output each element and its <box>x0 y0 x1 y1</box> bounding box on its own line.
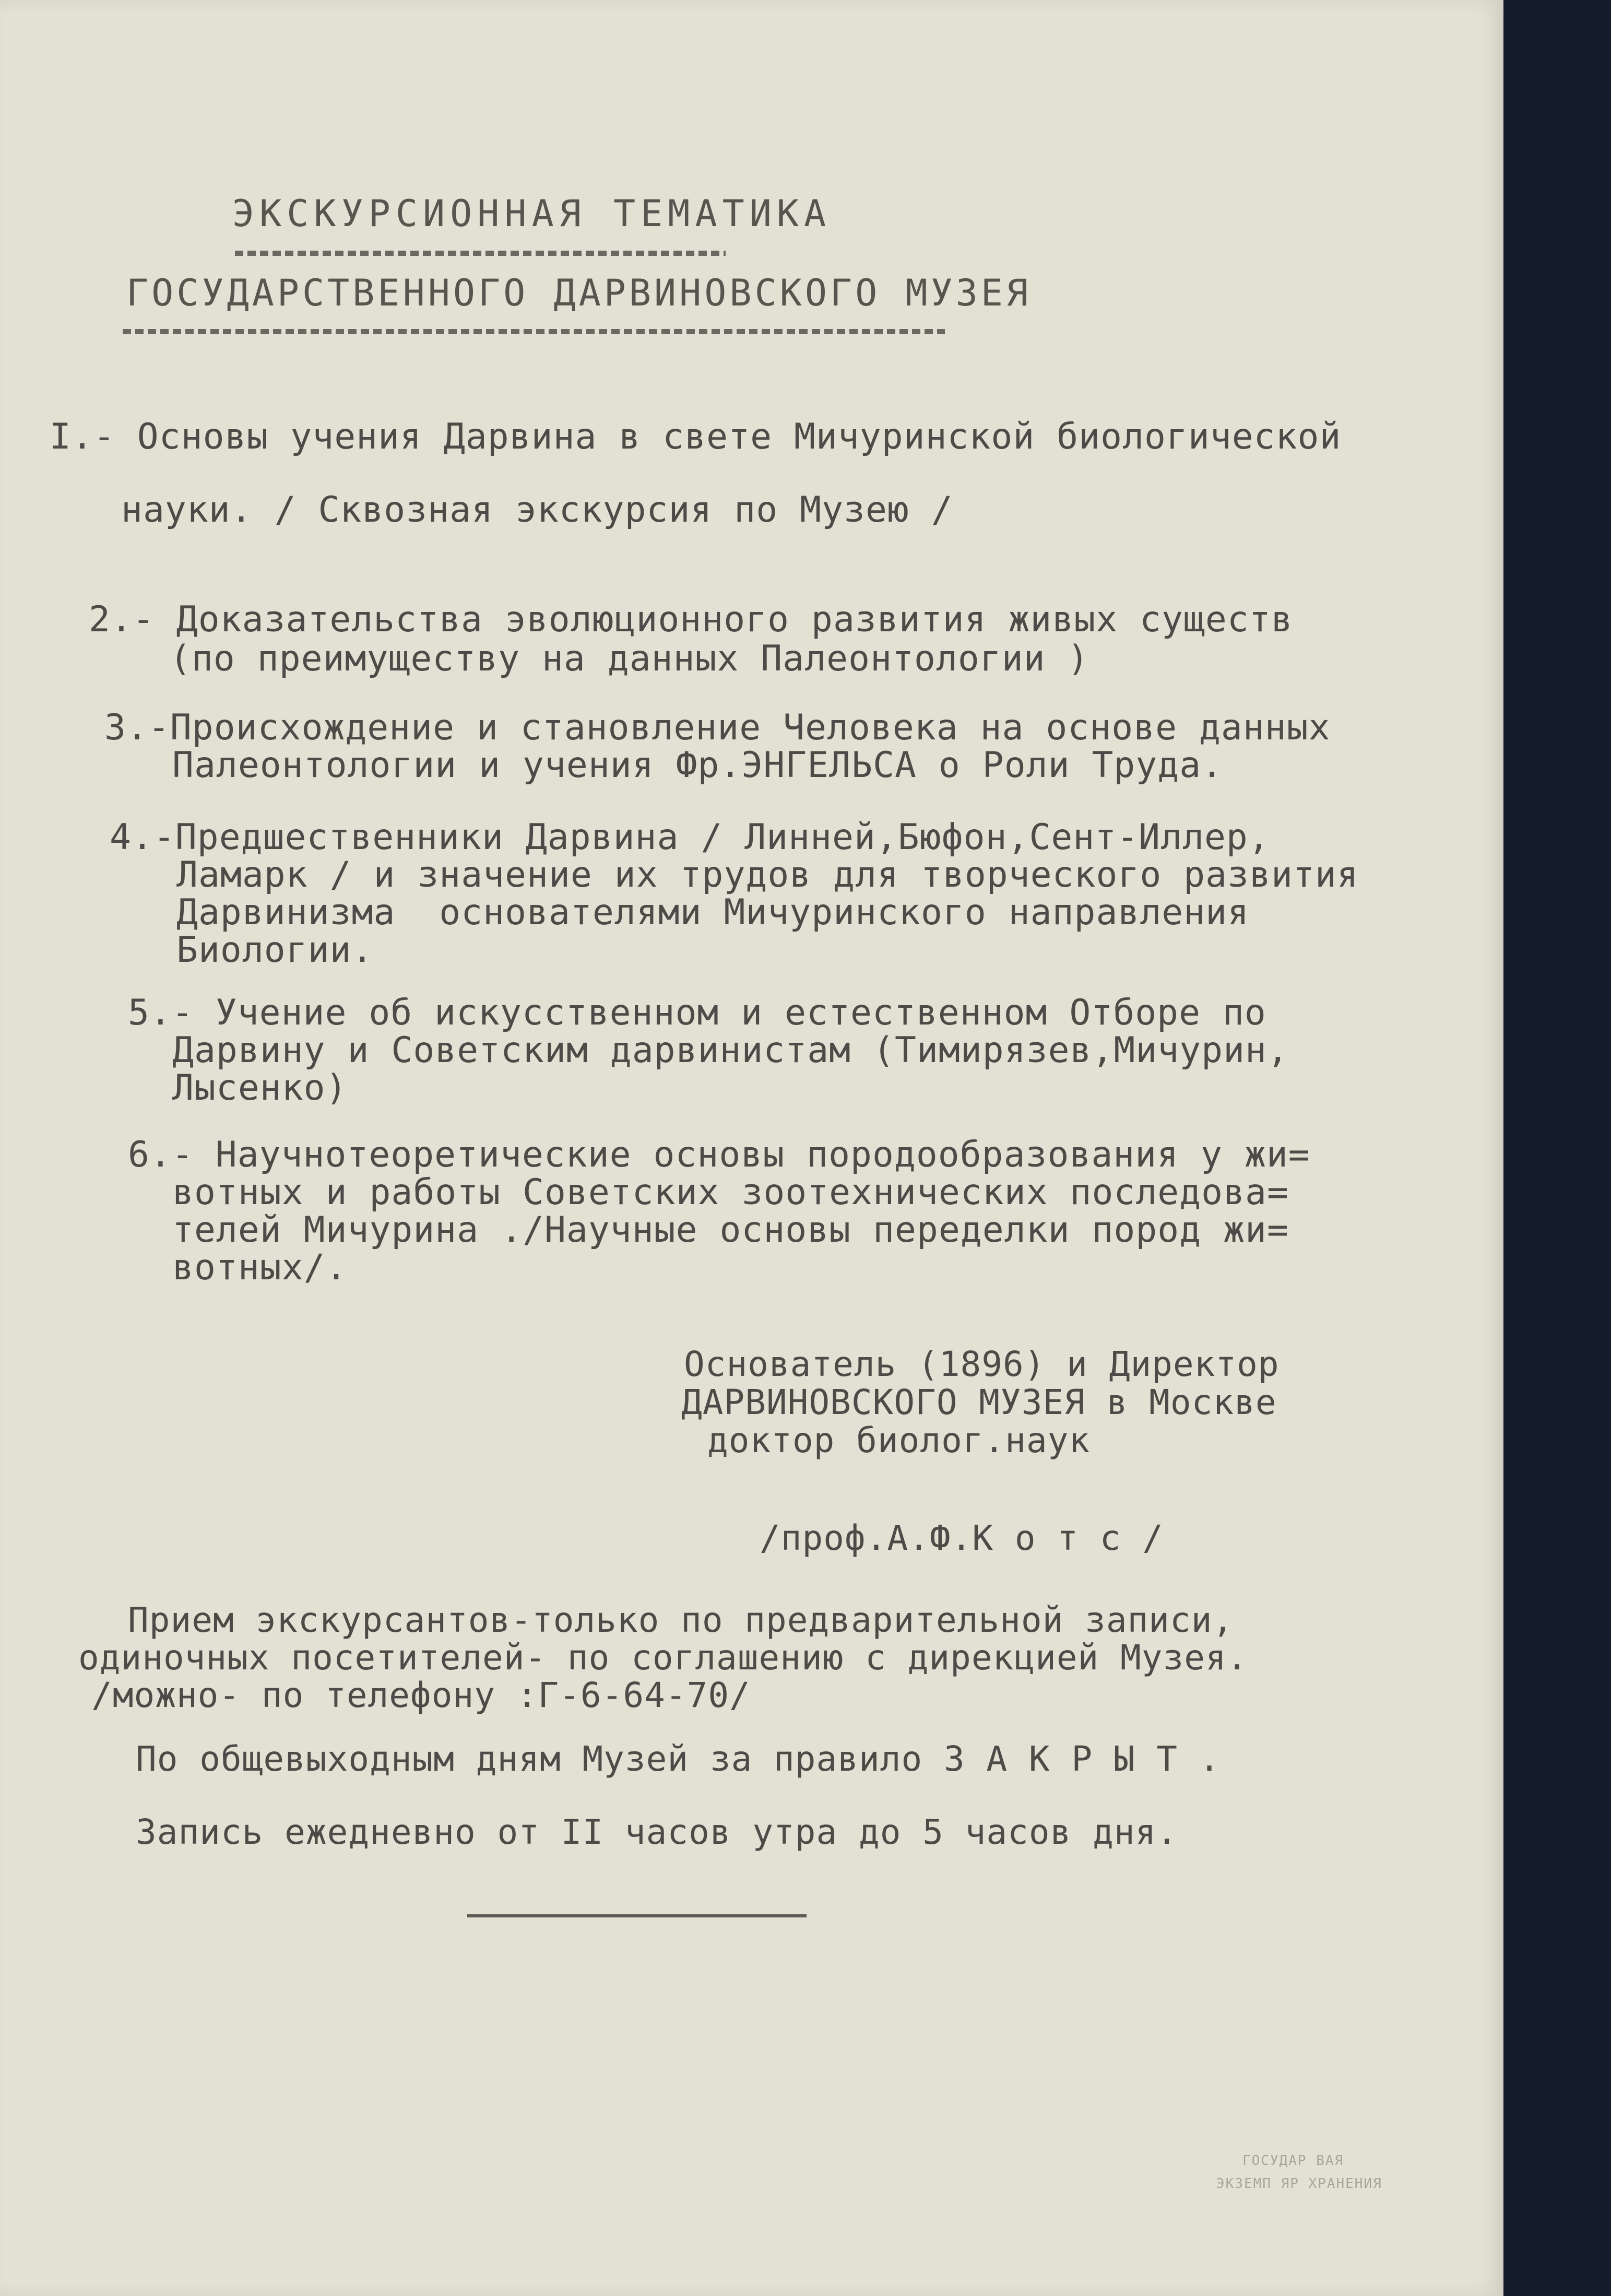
title-line-2: ГОСУДАРСТВЕННОГО ДАРВИНОВСКОГО МУЗЕЯ <box>126 272 1032 314</box>
title-underline-1 <box>235 251 726 256</box>
theme-item-6-line-3: телей Мичурина ./Научные основы переделки пород жи= <box>172 1209 1289 1251</box>
theme-item-1-line-2: науки. / Сквозная экскурсия по Музею / <box>121 489 953 531</box>
signature-title: Основатель (1896) и Директор <box>684 1344 1280 1384</box>
archive-stamp-line-2: ЭКЗЕМП ЯР ХРАНЕНИЯ <box>1216 2176 1382 2192</box>
reception-note-line-1: Прием экскурсантов-только по предварительной записи, <box>128 1600 1234 1640</box>
archive-stamp-line-1: ГОСУДАР ВАЯ <box>1242 2153 1344 2169</box>
closing-rule <box>467 1914 807 1917</box>
title-line-1: ЭКСКУРСИОННАЯ ТЕМАТИКА <box>232 192 832 235</box>
theme-item-5-line-3: Лысенко) <box>172 1067 348 1109</box>
theme-item-1-line-1: I.- Основы учения Дарвина в свете Мичуринской биологической <box>50 416 1342 457</box>
reception-note-line-3: /можно- по телефону :Г-6-64-70/ <box>91 1675 751 1715</box>
theme-item-2-line-1: 2.- Доказательства эволюционного развития живых существ <box>89 599 1293 640</box>
signature-museum: ДАРВИНОВСКОГО МУЗЕЯ в Москве <box>681 1382 1277 1422</box>
theme-item-6-line-4: вотных/. <box>172 1247 348 1288</box>
signature-degree: доктор биолог.наук <box>707 1420 1091 1461</box>
theme-item-2-line-2: (по преимуществу на данных Палеонтологии ) <box>170 638 1089 679</box>
theme-item-4-line-1: 4.-Предшественники Дарвина / Линней,Бюфон,Сент-Иллер, <box>110 817 1270 858</box>
theme-item-6-line-1: 6.- Научнотеоретические основы породообразования у жи= <box>128 1134 1310 1175</box>
theme-item-5-line-2: Дарвину и Советским дарвинистам (Тимирязев,Мичурин, <box>172 1030 1289 1071</box>
closed-days-note: По общевыходным дням Музей за правило З А К Р Ы Т . <box>136 1739 1221 1779</box>
theme-item-6-line-2: вотных и работы Советских зоотехнических последова= <box>172 1172 1289 1213</box>
theme-item-3-line-2: Палеонтологии и учения Фр.ЭНГЕЛЬСА о Роли Труда. <box>172 745 1224 786</box>
title-underline-2 <box>123 329 945 334</box>
theme-item-4-line-4: Биологии. <box>176 929 374 971</box>
theme-item-4-line-3: Дарвинизма основателями Мичуринского направления <box>176 892 1250 933</box>
theme-item-4-line-2: Ламарк / и значение их трудов для творческого развития <box>176 854 1359 896</box>
reception-note-line-2: одиночных посетителей- по соглашению с дирекцией Музея. <box>78 1638 1248 1678</box>
signature-name: /проф.А.Ф.К о т с / <box>760 1518 1164 1558</box>
scan-background <box>1503 0 1611 2296</box>
theme-item-5-line-1: 5.- Учение об искусственном и естественном Отборе по <box>128 992 1266 1033</box>
theme-item-3-line-1: 3.-Происхождение и становление Человека на основе данных <box>104 707 1331 748</box>
hours-note: Запись ежедневно от II часов утра до 5 часов дня. <box>136 1812 1178 1852</box>
